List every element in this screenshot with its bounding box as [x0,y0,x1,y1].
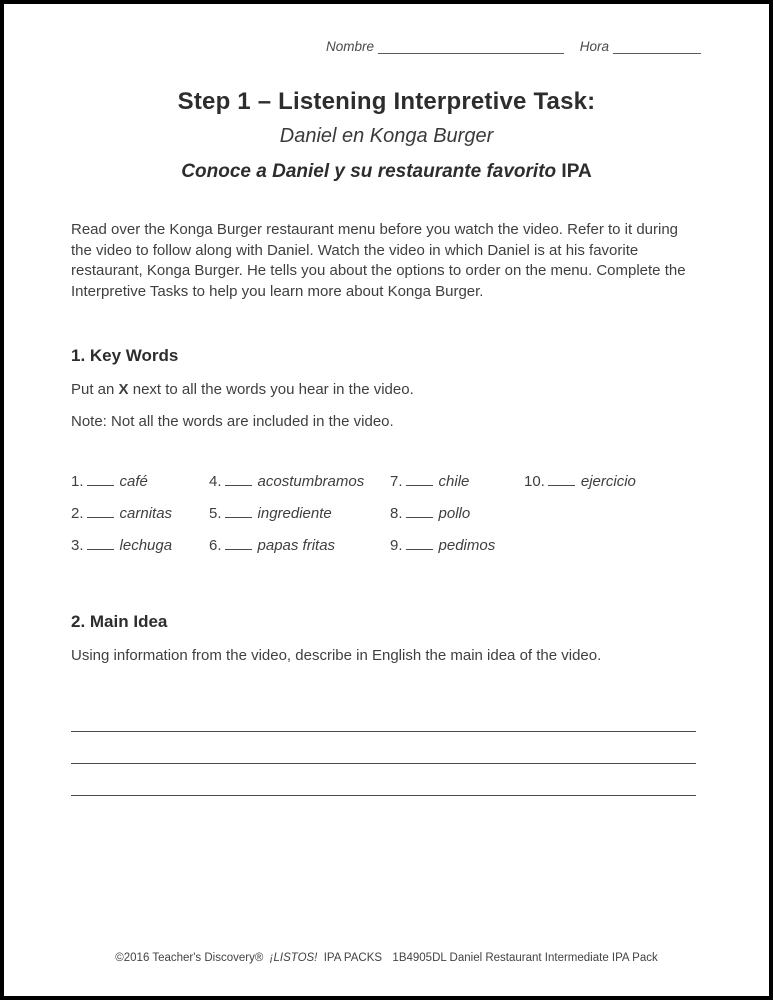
key-word-item [71,504,209,522]
word-number: 5. [209,505,222,522]
section-1-instruction [71,381,701,398]
key-words-column-2 [209,472,390,568]
word-blank [406,536,433,550]
footer-listos: ¡LISTOS! [269,952,318,964]
footer-product-code: 1B4905DL Daniel Restaurant Intermediate IPA Pack [392,952,658,964]
word-blank [225,536,252,550]
word-number: 1. [71,473,84,490]
instr-post: next to all the words you hear in the video. [128,381,414,398]
word-blank [87,536,114,550]
hora-label: Hora [579,39,609,54]
key-words-column-4 [524,472,684,568]
page-subtitle: Daniel en Konga Burger [279,125,494,147]
main-idea-answer-area [71,700,696,796]
key-word-item [209,472,390,490]
section-1-heading: 1. Key Words [71,346,179,365]
key-word-item [524,472,684,490]
word-number: 3. [71,537,84,554]
word-blank [225,504,252,518]
key-word-item [390,536,524,554]
section-2-heading: 2. Main Idea [71,612,168,631]
section-1-note: Note: Not all the words are included in the video. [71,413,394,430]
word-number: 10. [524,473,545,490]
word-number: 7. [390,473,403,490]
word-label: café [119,473,148,490]
key-words-column-3 [390,472,524,568]
instr-pre: Put an [71,381,119,398]
key-words-grid [71,472,769,568]
key-word-item [71,472,209,490]
word-blank [87,504,114,518]
intro-paragraph: Read over the Konga Burger restaurant menu before you watch the video. Refer to it during the video to follow along with Daniel. Watch the video in which Daniel is at his favorite restaurant, Konga Burger. He tells you about the options to order on the menu. Complete the Interpretive Tasks to help you learn more about Konga Burger. [71,221,686,300]
key-word-item [209,504,390,522]
word-label: papas fritas [257,537,336,554]
subtitle-italic-part: Conoce a Daniel y su restaurante favorito [181,161,557,182]
word-blank [406,504,433,518]
section-2-instruction: Using information from the video, describe in English the main idea of the video. [71,647,602,664]
word-label: ejercicio [580,473,636,490]
word-blank [548,472,575,486]
key-words-column-1 [71,472,209,568]
key-word-item [390,504,524,522]
title-block [4,88,769,183]
key-word-item [390,472,524,490]
page-title: Step 1 – Listening Interpretive Task: [177,88,596,115]
footer-ipa-packs: IPA PACKS [323,952,383,964]
footer-credit [4,952,769,964]
word-number: 2. [71,505,84,522]
word-blank [87,472,114,486]
key-word-item [71,536,209,554]
word-label: lechuga [119,537,173,554]
word-label: carnitas [119,505,173,522]
word-label: pedimos [438,537,496,554]
word-label: ingrediente [257,505,332,522]
word-number: 4. [209,473,222,490]
page-subtitle-2 [4,161,769,183]
answer-line-3 [71,764,696,796]
word-number: 9. [390,537,403,554]
word-label: pollo [438,505,471,522]
word-number: 6. [209,537,222,554]
answer-line-2 [71,732,696,764]
word-blank [225,472,252,486]
nombre-blank-line [378,38,564,54]
key-word-item [209,536,390,554]
word-number: 8. [390,505,403,522]
word-blank [406,472,433,486]
word-label: acostumbramos [257,473,365,490]
word-label: chile [438,473,470,490]
subtitle-ipa-part: IPA [556,161,592,182]
nombre-label: Nombre [326,39,375,54]
footer-copyright: ©2016 Teacher's Discovery® [115,952,264,964]
hora-blank-line [613,38,701,54]
name-hora-row [326,38,701,54]
answer-line-1 [71,700,696,732]
instr-x: X [118,381,129,398]
